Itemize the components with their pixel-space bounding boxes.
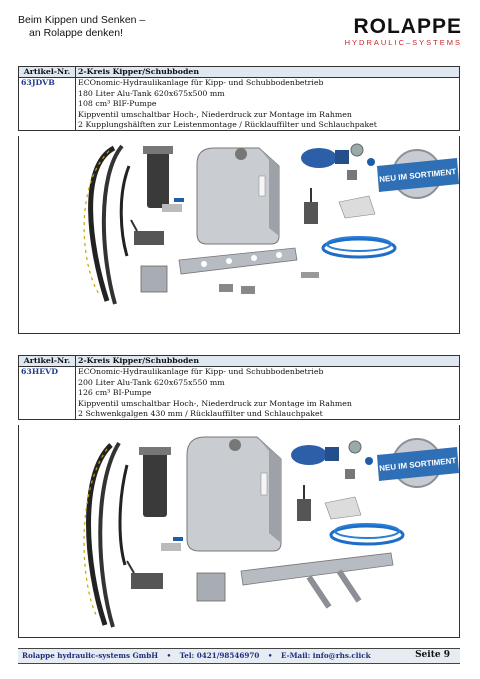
product-title: 2-Kreis Kipper/Schubboden — [76, 356, 460, 367]
hand-valve-icon — [297, 499, 311, 521]
tank-cap-icon — [235, 148, 247, 160]
fitting-icon — [349, 441, 361, 453]
coupling-rail-icon — [179, 248, 297, 274]
article-number: 63HEVD — [19, 367, 76, 420]
hand-valve-icon — [304, 202, 318, 224]
rail-hole — [201, 261, 207, 267]
tipping-valve-icon — [131, 573, 163, 589]
description-line: 126 cm³ BI-Pumpe — [78, 388, 152, 398]
valve-handle — [173, 537, 183, 541]
rail-hole — [276, 252, 282, 258]
badge-text: NEU IM SORTIMENT — [378, 455, 457, 474]
footer-contact — [22, 651, 371, 660]
hydraulic-kit-illustration — [19, 136, 459, 333]
filter-cap — [143, 146, 173, 154]
hydraulic-pump-icon — [301, 148, 337, 168]
hose-icon — [120, 465, 127, 565]
product-body-row — [19, 78, 460, 131]
gallows-arm — [309, 577, 329, 607]
footer-phone: Tel: 0421/98546970 — [179, 651, 260, 660]
article-number: 63JDVB — [19, 78, 76, 131]
return-filter-icon — [143, 451, 167, 517]
badge-text: NEU IM SORTIMENT — [378, 166, 457, 185]
slogan — [18, 14, 145, 40]
valve-handle — [174, 198, 184, 202]
valve-lever — [131, 220, 137, 231]
hydraulic-kit-illustration — [19, 425, 459, 637]
description-line: 2 Kupplungshälften zur Leistenmontage / Rücklauffilter und Schlauchpaket — [78, 120, 377, 130]
swivel-gallows-icon — [241, 553, 393, 585]
fitting-icon — [365, 457, 373, 465]
mounting-plate-icon — [339, 196, 375, 218]
description-line: 108 cm³ BIF-Pumpe — [78, 99, 157, 109]
ball-valve-icon — [161, 543, 181, 551]
footer-email: E-Mail: info@rhs.click — [280, 651, 371, 660]
logo-brand: ROLAPPE — [353, 15, 462, 38]
pump-body — [335, 150, 349, 164]
product-table-2 — [18, 355, 460, 420]
product-body-row — [19, 367, 460, 420]
fitting-icon — [351, 144, 363, 156]
mounting-bracket-icon — [141, 266, 167, 292]
fitting-icon — [367, 158, 375, 166]
fitting-icon — [345, 469, 355, 479]
product-description — [76, 78, 460, 131]
return-filter-icon — [147, 148, 169, 208]
product-title: 2-Kreis Kipper/Schubboden — [76, 67, 460, 78]
slogan-line-1: Beim Kippen und Senken – — [18, 14, 146, 26]
tank-cap-icon — [229, 439, 241, 451]
new-product-badge — [377, 439, 459, 487]
article-number-label: Artikel-Nr. — [19, 67, 76, 78]
page-footer — [18, 648, 460, 664]
footer-company: Rolappe hydraulic-systems GmbH — [22, 651, 159, 660]
mounting-bracket-icon — [197, 573, 225, 601]
mounting-plate-icon — [325, 497, 361, 519]
product-header-row — [19, 356, 460, 367]
small-bracket-icon — [301, 272, 319, 278]
description-line: 180 Liter Alu-Tank 620x675x500 mm — [78, 88, 225, 98]
filter-cap — [139, 447, 171, 455]
product-table-1 — [18, 66, 460, 131]
rail-hole — [226, 258, 232, 264]
pump-body — [325, 447, 339, 461]
coupling-half-icon — [241, 286, 255, 294]
valve-lever — [127, 561, 134, 573]
description-line: Kippventil umschaltbar Hoch-, Niederdruck zur Montage im Rahmen — [78, 398, 352, 408]
page-number: Seite 9 — [415, 650, 450, 660]
product-image-2 — [18, 425, 460, 638]
description-line: ECOnomic-Hydraulikanlage für Kipp- und Schubbodenbetrieb — [78, 78, 324, 88]
gallows-arm — [339, 571, 359, 601]
tank-label — [259, 176, 265, 196]
coupling-half-icon — [219, 284, 233, 292]
description-line: 200 Liter Alu-Tank 620x675x550 mm — [78, 377, 225, 387]
product-description — [76, 367, 460, 420]
description-line: ECOnomic-Hydraulikanlage für Kipp- und Schubbodenbetrieb — [78, 367, 324, 377]
article-number-label: Artikel-Nr. — [19, 356, 76, 367]
fitting-icon — [347, 170, 357, 180]
aluminium-tank-icon — [197, 148, 279, 244]
hose-icon — [121, 166, 129, 256]
tank-label — [261, 473, 267, 495]
slogan-line-2: an Rolappe denken! — [29, 27, 123, 39]
ball-valve-icon — [162, 204, 182, 212]
hose-icon — [104, 146, 122, 304]
footer-bullet: • — [267, 651, 273, 660]
logo-subtitle: HYDRAULIC–SYSTEMS — [344, 38, 462, 47]
hose-icon — [100, 443, 119, 627]
product-header-row — [19, 67, 460, 78]
hydraulic-pump-icon — [291, 445, 327, 465]
footer-bullet: • — [166, 651, 172, 660]
description-line: Kippventil umschaltbar Hoch-, Niederdruck zur Montage im Rahmen — [78, 109, 352, 119]
company-logo — [345, 16, 462, 48]
product-image-1 — [18, 136, 460, 334]
rail-hole — [251, 255, 257, 261]
tipping-valve-icon — [134, 231, 164, 245]
new-product-badge — [377, 150, 459, 198]
description-line: 2 Schwenkgalgen 430 mm / Rücklauffilter und Schlauchpaket — [78, 409, 323, 419]
